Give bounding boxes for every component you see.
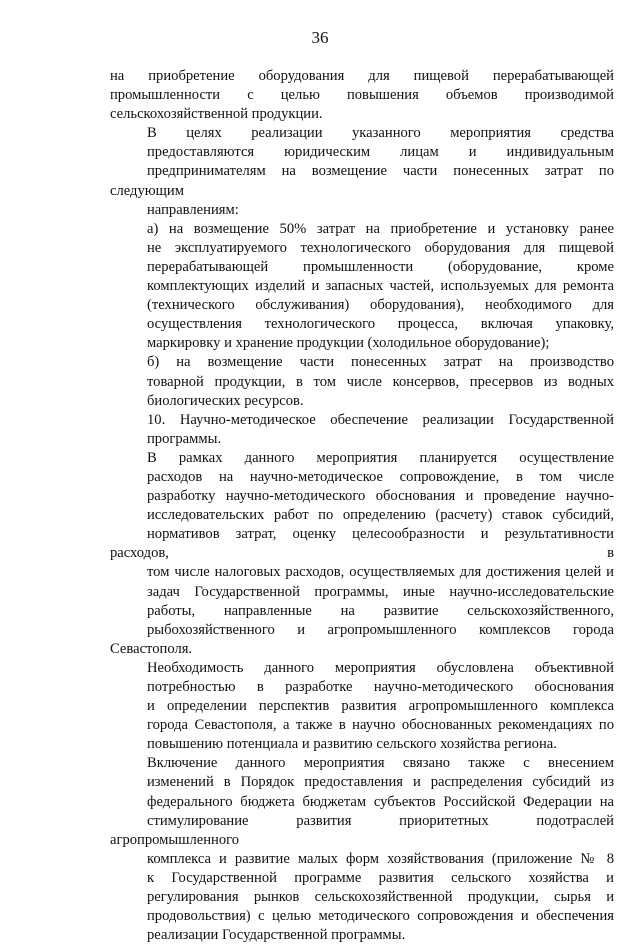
text-line: биологических ресурсов. [147,392,304,409]
text-line: не эксплуатируемого технологического оборудования для пищевой [147,239,614,256]
text-line: комплектующих изделий и запасных частей, используемых для ремонта [147,278,614,295]
text-line: промышленности с целью повышения объемов производимой [110,87,614,104]
text-line: 10. Научно-методическое обеспечение реализации Государственной [147,411,614,428]
text-line: исследовательских работ по определению (расчету) ставок субсидий, [147,507,614,524]
paragraph-equipment-purchase [110,67,614,124]
section-heading-10 [110,411,614,449]
text-line: перерабатывающей промышленности (оборудование, кроме [147,258,614,275]
text-line: Необходимость данного мероприятия обусловлена объективной [147,659,614,676]
paragraph-funding-purpose [110,124,614,219]
text-line: программы. [147,430,222,447]
text-line: разработку научно-методического обоснования и проведение научно- [147,488,614,505]
text-line: на приобретение оборудования для пищевой перерабатывающей [110,68,614,84]
text-line: предоставляются юридическим лицам и индивидуальным [147,144,614,161]
text-line: товарной продукции, в том числе консервов, пресервов из водных [147,373,614,390]
text-line: том числе налоговых расходов, осуществляемых для достижения целей и [147,564,614,581]
text-line: б) на возмещение части понесенных затрат на производство [147,354,614,371]
text-line: к Государственной программе развития сельского хозяйства и [147,869,614,886]
text-line: продовольствия) с целью методического сопровождения и обеспечения [147,908,614,925]
paragraph-item-a [110,220,614,354]
paragraph-inclusion [110,754,614,945]
text-line: регулирования рынков сельскохозяйственной продукции, сырья и [147,889,614,906]
page-number: 36 [311,28,329,47]
text-line: и определении перспектив развития агропромышленного комплекса [147,698,614,715]
text-line: изменений в Порядок предоставления и распределения субсидий из [147,774,614,791]
text-line: осуществления технологического процесса, включая упаковку, [147,316,614,333]
text-line: а) на возмещение 50% затрат на приобретение и установку ранее [147,220,614,237]
text-line: В целях реализации указанного мероприятия средства [147,125,614,142]
text-line: города Севастополя, а также в научно обоснованных рекомендациях по [147,717,614,734]
paragraph-necessity [110,659,614,754]
text-line: Включение данного мероприятия связано также с внесением [147,755,614,772]
text-line: маркировку и хранение продукции (холодильное оборудование); [147,335,550,352]
document-body [110,67,614,945]
paragraph-item-b [110,353,614,410]
text-line: потребностью в разработке научно-методического обоснования [147,679,614,695]
text-line: работы, направленные на развитие сельскохозяйственного, [147,602,614,619]
text-line: комплекса и развитие малых форм хозяйствования (приложение № 8 [147,850,614,867]
text-line: повышению потенциала и развитию сельского хозяйства региона. [147,736,557,753]
text-line: В рамках данного мероприятия планируется осуществление [147,449,614,466]
text-line: сельскохозяйственной продукции. [110,106,323,123]
text-line: предпринимателям на возмещение части понесенных затрат по следующим [110,163,614,199]
text-line: нормативов затрат, оценку целесообразности и результативности расходов, в [110,526,614,562]
text-line: федерального бюджета бюджетам субъектов Российской Федерации на [147,793,614,810]
text-line: направлениям: [147,201,239,218]
paragraph-scientific-support [110,449,614,659]
text-line: задач Государственной программы, иные научно-исследовательские [147,583,614,600]
text-line: стимулирование развития приоритетных подотраслей агропромышленного [110,812,614,848]
text-line: реализации Государственной программы. [147,927,406,944]
text-line: рыбохозяйственного и агропромышленного комплексов города Севастополя. [110,621,614,657]
text-line: (технического обслуживания) оборудования), необходимого для [147,297,614,314]
text-line: расходов на научно-методическое сопровождение, в том числе [147,468,614,485]
